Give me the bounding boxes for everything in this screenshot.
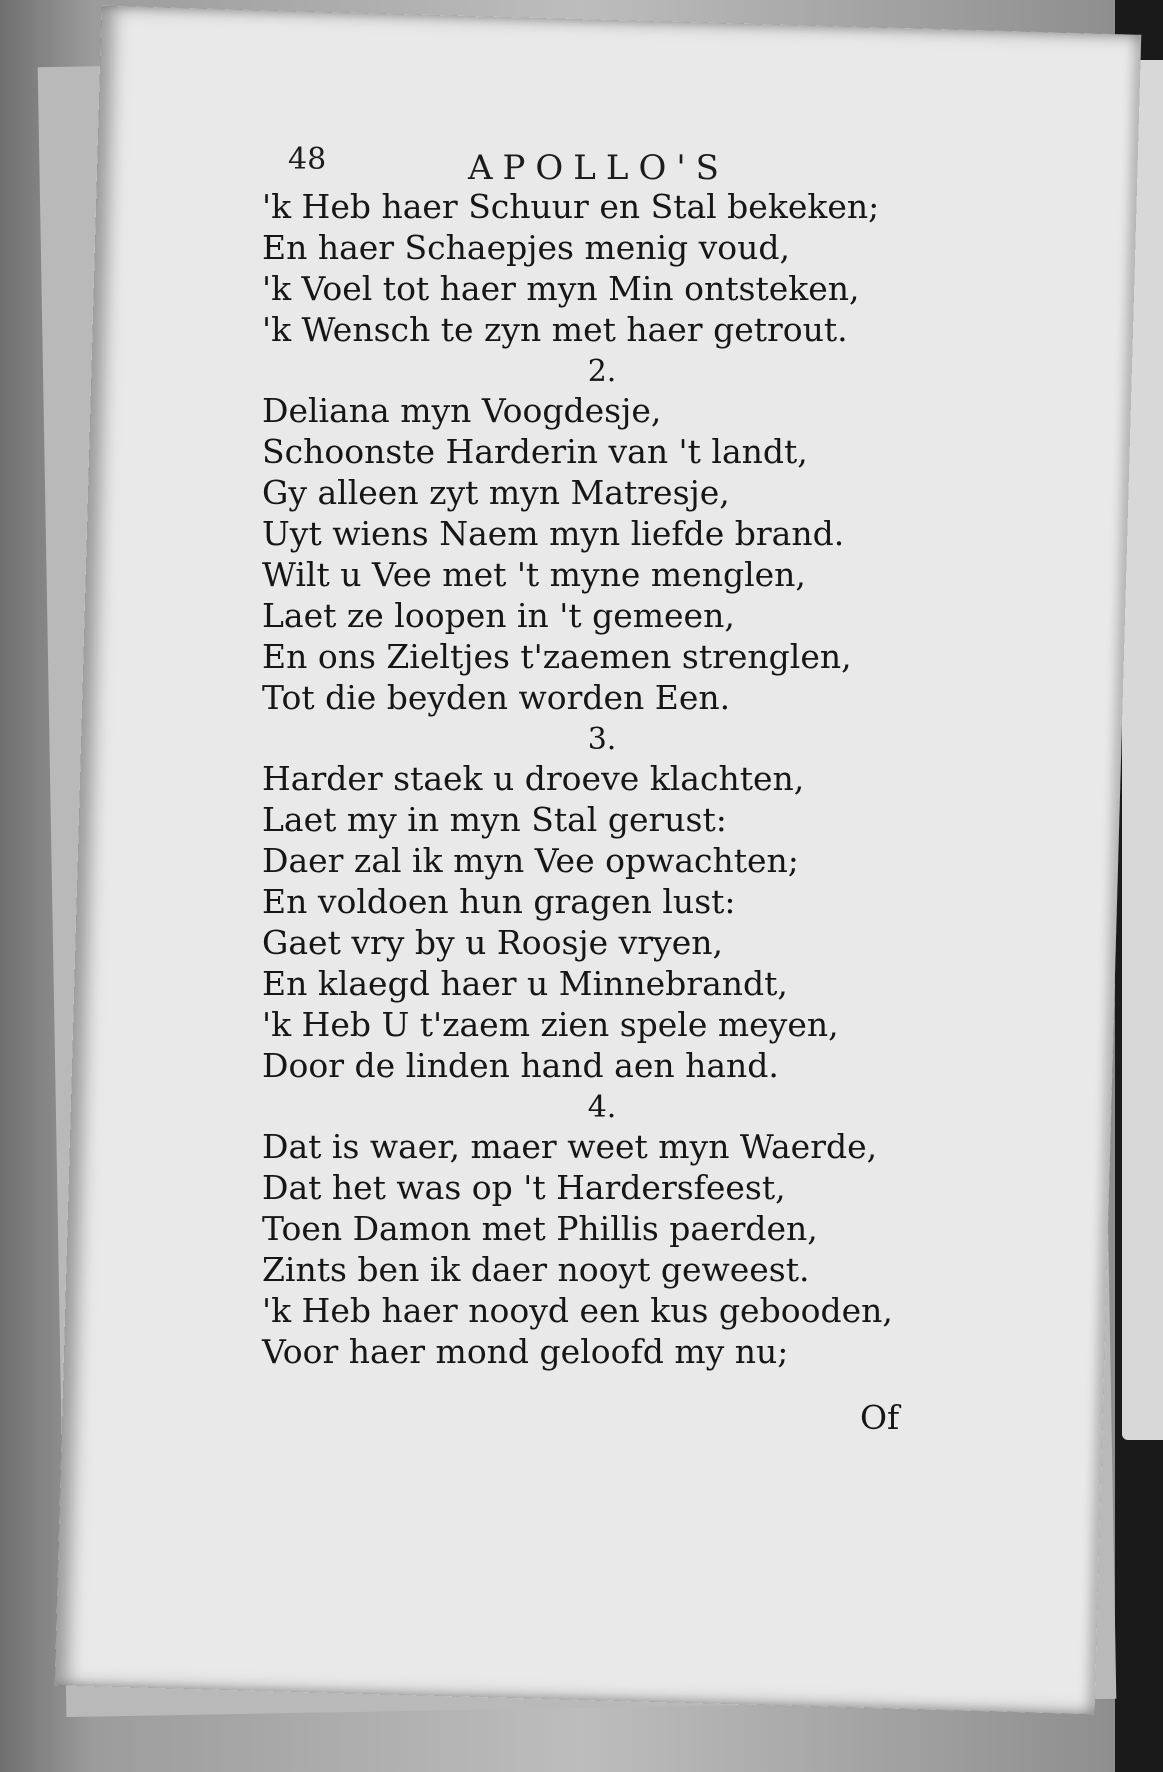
verse-line: Laet my in myn Stal gerust:: [262, 800, 727, 839]
stanza: [262, 186, 982, 350]
page-number: 48: [288, 142, 327, 177]
stanza-number: 2.: [587, 354, 617, 389]
verse-line: Harder staek u droeve klachten,: [262, 759, 805, 798]
verse-line: Deliana myn Voogdesje,: [262, 391, 662, 430]
stanza: [262, 1090, 982, 1372]
verse-line: En voldoen hun gragen lust:: [262, 882, 736, 921]
verse-line: Zints ben ik daer nooyt geweest.: [262, 1250, 810, 1289]
verse-line: Uyt wiens Naem myn liefde brand.: [262, 514, 845, 553]
verse-line: 'k Voel tot haer myn Min ontsteken,: [262, 269, 860, 308]
verse-line: Door de linden hand aen hand.: [262, 1046, 779, 1085]
stanza: [262, 722, 982, 1086]
verse-line: En klaegd haer u Minnebrandt,: [262, 964, 788, 1003]
stanza-number: 4.: [587, 1090, 617, 1125]
verse-line: 'k Wensch te zyn met haer getrout.: [262, 310, 848, 349]
verse-line: Gy alleen zyt myn Matresje,: [262, 473, 730, 512]
verse-line: En ons Zieltjes t'zaemen strenglen,: [262, 637, 852, 676]
verse-line: Wilt u Vee met 't myne menglen,: [262, 555, 806, 594]
stanza-number: 3.: [587, 722, 617, 757]
verse-line: Gaet vry by u Roosje vryen,: [262, 923, 723, 962]
stanza: [262, 354, 982, 718]
verse-line: Daer zal ik myn Vee opwachten;: [262, 841, 799, 880]
running-head: APOLLO'S: [468, 148, 729, 188]
verse-line: 'k Heb U t'zaem zien spele meyen,: [262, 1005, 839, 1044]
verse-line: 'k Heb haer Schuur en Stal bekeken;: [262, 187, 880, 226]
verse-line: 'k Heb haer nooyd een kus gebooden,: [262, 1291, 893, 1330]
catchword: Of: [860, 1398, 900, 1437]
verse-line: Laet ze loopen in 't gemeen,: [262, 596, 735, 635]
verse-line: Voor haer mond geloofd my nu;: [262, 1332, 789, 1371]
page-header: [288, 130, 908, 190]
verse-line: Dat is waer, maer weet myn Waerde,: [262, 1127, 878, 1166]
poem-text: [262, 186, 982, 1372]
verse-line: Tot die beyden worden Een.: [262, 678, 731, 717]
verse-line: En haer Schaepjes menig voud,: [262, 228, 791, 267]
verse-line: Dat het was op 't Hardersfeest,: [262, 1168, 786, 1207]
verse-line: Toen Damon met Phillis paerden,: [262, 1209, 818, 1248]
verse-line: Schoonste Harderin van 't landt,: [262, 432, 808, 471]
